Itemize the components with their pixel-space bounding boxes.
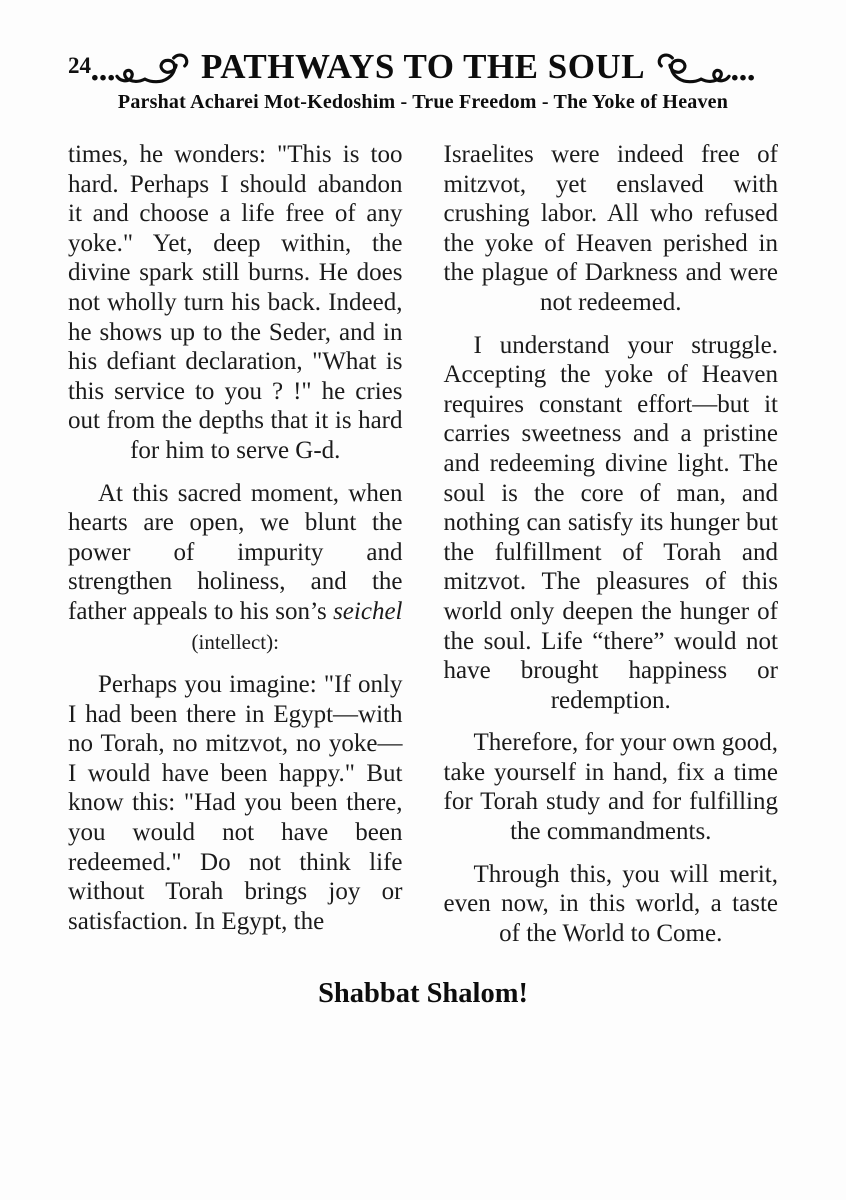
paragraph-right-4: Through this, you will merit, even now, in this world, a taste of the World to Come. [443, 860, 778, 947]
title-row [68, 46, 778, 88]
intellect-gloss: (intellect): [191, 629, 279, 654]
paragraph-right-3: Therefore, for your own good, take yourself in hand, fix a time for Torah study and for fulfilling the commandments. [443, 729, 778, 846]
paragraph-right-1: Israelites were indeed free of mitzvot, yet enslaved with crushing labor. All who refused the yoke of Heaven perished in the plague of Darkness and were not redeemed. [443, 141, 778, 316]
flourish-left-icon [91, 52, 191, 88]
paragraph-right-2: I understand your struggle. Accepting the yoke of Heaven requires constant effort—but it carries sweetness and a pristine and redeeming divine light. The soul is the core of man, and nothing can satisfy its hunger but the fulfillment of Torah and mitzvot. The pleasures of this world only deepen the hunger of the soul. Life “there” would not have brought happiness or redemption. [443, 331, 778, 714]
column-left [68, 140, 403, 961]
closing-line: Shabbat Shalom! [318, 978, 528, 1010]
two-column-body [68, 140, 778, 961]
paragraph-left-2 [68, 479, 403, 658]
page-subtitle: Parshat Acharei Mot-Kedoshim - True Freedom - The Yoke of Heaven [117, 91, 729, 113]
page-header [68, 46, 778, 114]
paragraph-left-2-text: At this sacred moment, when hearts are open, we blunt the power of impurity and strengthen holiness, and the father appeals to his son’s [68, 479, 403, 625]
paragraph-left-3: Perhaps you imagine: "If only I had been there in Egypt—with no Torah, no mitzvot, no yoke—I would have been happy." But know this: "Had you been there, you would not have been redeemed." Do not think life without Torah brings joy or satisfaction. In Egypt, the [68, 671, 403, 935]
paragraph-left-1: times, he wonders: "This is too hard. Perhaps I should abandon it and choose a life free of any yoke." Yet, deep within, the divine spark still burns. He does not wholly turn his back. Indeed, he shows up to the Seder, and in his defiant declaration, "What is this service to you ? !" he cries out from the depths that it is hard for him to serve G-d. [68, 141, 403, 464]
column-right [444, 140, 779, 961]
page-number: 24 [68, 53, 91, 78]
flourish-right-icon [655, 52, 755, 88]
page-title: PATHWAYS TO THE SOUL [200, 47, 646, 86]
seichel-italic-term: seichel [333, 597, 403, 625]
